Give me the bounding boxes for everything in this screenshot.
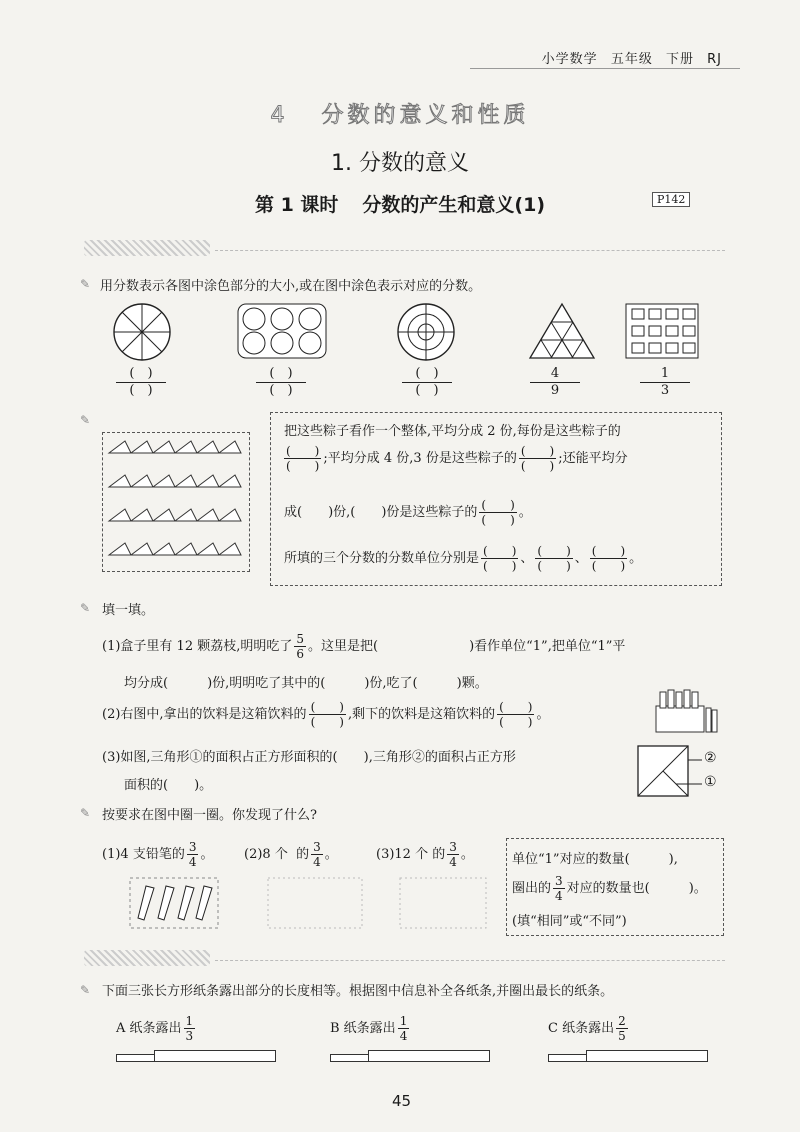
band-rule bbox=[215, 250, 725, 251]
chapter-title: 4 分数的意义和性质 bbox=[270, 103, 530, 128]
strip-c-cover[interactable] bbox=[586, 1050, 708, 1062]
q4-box-line1: 单位“1”对应的数量( ), bbox=[512, 852, 678, 867]
page-reference: P142 bbox=[652, 192, 690, 207]
strip-c-label: C 纸条露出 $\frac{2}{5}$ bbox=[548, 1014, 626, 1043]
pencil-icon bbox=[138, 886, 212, 920]
q2-unit-fraction-1[interactable]: $\frac{( )}{( )}$ bbox=[483, 544, 517, 573]
section-band bbox=[84, 950, 210, 966]
q1-instruction: 用分数表示各图中涂色部分的大小,或在图中涂色表示对应的分数。 bbox=[100, 279, 482, 294]
triangle-1-label: ① bbox=[704, 774, 717, 790]
lesson-title: 第 1 课时 分数的产生和意义(1) bbox=[254, 194, 546, 216]
q3-blank-fraction-2[interactable]: $\frac{( )}{( )}$ bbox=[499, 700, 533, 729]
edition: RJ bbox=[707, 52, 722, 67]
triangle-2-label: ② bbox=[704, 750, 717, 766]
q3-fraction-5-6: $\frac{5}{6}$ bbox=[296, 632, 304, 661]
q3-part1-cont: 均分成( )份,明明吃了其中的( )份,吃了( )颗。 bbox=[124, 676, 488, 691]
volume: 下册 bbox=[665, 52, 694, 67]
q4-fraction-c: $\frac{3}{4}$ bbox=[449, 840, 457, 869]
q2-blank-fraction-3[interactable]: $\frac{( )}{( )}$ bbox=[481, 498, 515, 527]
q1-fraction-1[interactable]: ( ) ( ) bbox=[116, 366, 166, 399]
strip-b-fraction: $\frac{1}{4}$ bbox=[399, 1014, 408, 1043]
concentric-circles-figure bbox=[398, 304, 454, 360]
section-band bbox=[84, 240, 210, 256]
q4-title: 按要求在图中圈一圈。你发现了什么? bbox=[102, 808, 317, 823]
q4-box-line2: 圈出的 $\frac{3}{4}$ 对应的数量也( )。 bbox=[512, 874, 707, 903]
q1-fraction-5: 1 3 bbox=[640, 366, 690, 399]
q4-figures bbox=[128, 876, 488, 932]
band-rule bbox=[215, 960, 725, 961]
q3-part3: (3)如图,三角形①的面积占正方形面积的( ),三角形②的面积占正方形 bbox=[102, 750, 516, 765]
question-marker: ✎ bbox=[80, 983, 91, 997]
question-marker: ✎ bbox=[80, 601, 91, 615]
q1-figures bbox=[110, 300, 740, 362]
question-marker: ✎ bbox=[80, 806, 91, 820]
q1-fraction-4: 4 9 bbox=[530, 366, 580, 399]
q1-fraction-3[interactable]: ( ) ( ) bbox=[402, 366, 452, 399]
q3-part2: (2)右图中,拿出的饮料是这箱饮料的 $\frac{( )}{( )}$ ,剩下的饮料是这箱饮料的 $\frac{( )}{( )}$ 。 bbox=[102, 700, 550, 729]
grade: 五年级 bbox=[610, 52, 653, 67]
square-grid-figure bbox=[626, 304, 698, 358]
q2-line4: 所填的三个分数的分数单位分别是 $\frac{( )}{( )}$ 、 $\frac{( )}{( )}$ 、 $\frac{( )}{( )}$ 。 bbox=[284, 544, 643, 573]
q3-part3-cont: 面积的( )。 bbox=[124, 778, 213, 793]
q2-line2: $\frac{( )}{( )}$ ;平均分成 4 份,3 份是这些粽子的 $\frac{( )}{( )}$ ;还能平均分 bbox=[286, 444, 628, 473]
strip-b-label: B 纸条露出 $\frac{1}{4}$ bbox=[330, 1014, 408, 1043]
question-marker: ✎ bbox=[80, 413, 91, 427]
q4-part2: (2)8 个 的 $\frac{3}{4}$ 。 bbox=[244, 840, 338, 869]
subject: 小学数学 bbox=[541, 52, 598, 67]
q4-box-line3: (填“相同”或“不同”) bbox=[512, 914, 627, 929]
q4-box-fraction: $\frac{3}{4}$ bbox=[555, 874, 563, 903]
q2-line3: 成( )份,( )份是这些粽子的 $\frac{( )}{( )}$ 。 bbox=[284, 498, 532, 527]
q3-part1: (1)盒子里有 12 颗荔枝,明明吃了 $\frac{5}{6}$ 。这里是把( )看作单位“1”,把单位“1”平 bbox=[102, 632, 626, 661]
q4-part3: (3)12 个 的 $\frac{3}{4}$ 。 bbox=[376, 840, 474, 869]
question-marker: ✎ bbox=[80, 277, 91, 291]
section-title: 1. 分数的意义 bbox=[331, 151, 469, 176]
q4-part1: (1)4 支铅笔的 $\frac{3}{4}$ 。 bbox=[102, 840, 214, 869]
q2-line1: 把这些粽子看作一个整体,平均分成 2 份,每份是这些粽子的 bbox=[284, 424, 621, 439]
book-header bbox=[534, 48, 722, 67]
q4-fraction-a: $\frac{3}{4}$ bbox=[188, 840, 197, 869]
q1-fraction-2[interactable]: ( ) ( ) bbox=[256, 366, 306, 399]
strip-c-exposed bbox=[548, 1054, 590, 1062]
q5-title: 下面三张长方形纸条露出部分的长度相等。根据图中信息补全各纸条,并圈出最长的纸条。 bbox=[102, 984, 614, 999]
strip-b-exposed bbox=[330, 1054, 372, 1062]
strip-c-fraction: $\frac{2}{5}$ bbox=[618, 1014, 626, 1043]
circle-eighths-figure bbox=[114, 304, 170, 360]
triangle-grid-figure bbox=[530, 304, 594, 358]
page-number: 45 bbox=[392, 1092, 412, 1110]
q2-blank-fraction-1[interactable]: $\frac{( )}{( )}$ bbox=[286, 444, 320, 473]
q3-title: 填一填。 bbox=[102, 603, 155, 618]
zongzi-figure bbox=[102, 432, 250, 572]
drink-case-icon bbox=[652, 684, 718, 736]
strip-a-cover[interactable] bbox=[154, 1050, 276, 1062]
q2-unit-fraction-2[interactable]: $\frac{( )}{( )}$ bbox=[537, 544, 571, 573]
six-circles-figure bbox=[238, 304, 326, 358]
q2-unit-fraction-3[interactable]: $\frac{( )}{( )}$ bbox=[591, 544, 626, 573]
strip-a-label: A 纸条露出 $\frac{1}{3}$ bbox=[116, 1014, 194, 1043]
strip-a-fraction: $\frac{1}{3}$ bbox=[185, 1014, 194, 1043]
q4-fraction-b: $\frac{3}{4}$ bbox=[313, 840, 321, 869]
q3-blank-fraction-1[interactable]: $\frac{( )}{( )}$ bbox=[310, 700, 344, 729]
strip-b-cover[interactable] bbox=[368, 1050, 490, 1062]
header-rule bbox=[470, 68, 740, 69]
strip-a-exposed bbox=[116, 1054, 158, 1062]
q2-blank-fraction-2[interactable]: $\frac{( )}{( )}$ bbox=[520, 444, 555, 473]
zongzi-row bbox=[109, 441, 241, 453]
